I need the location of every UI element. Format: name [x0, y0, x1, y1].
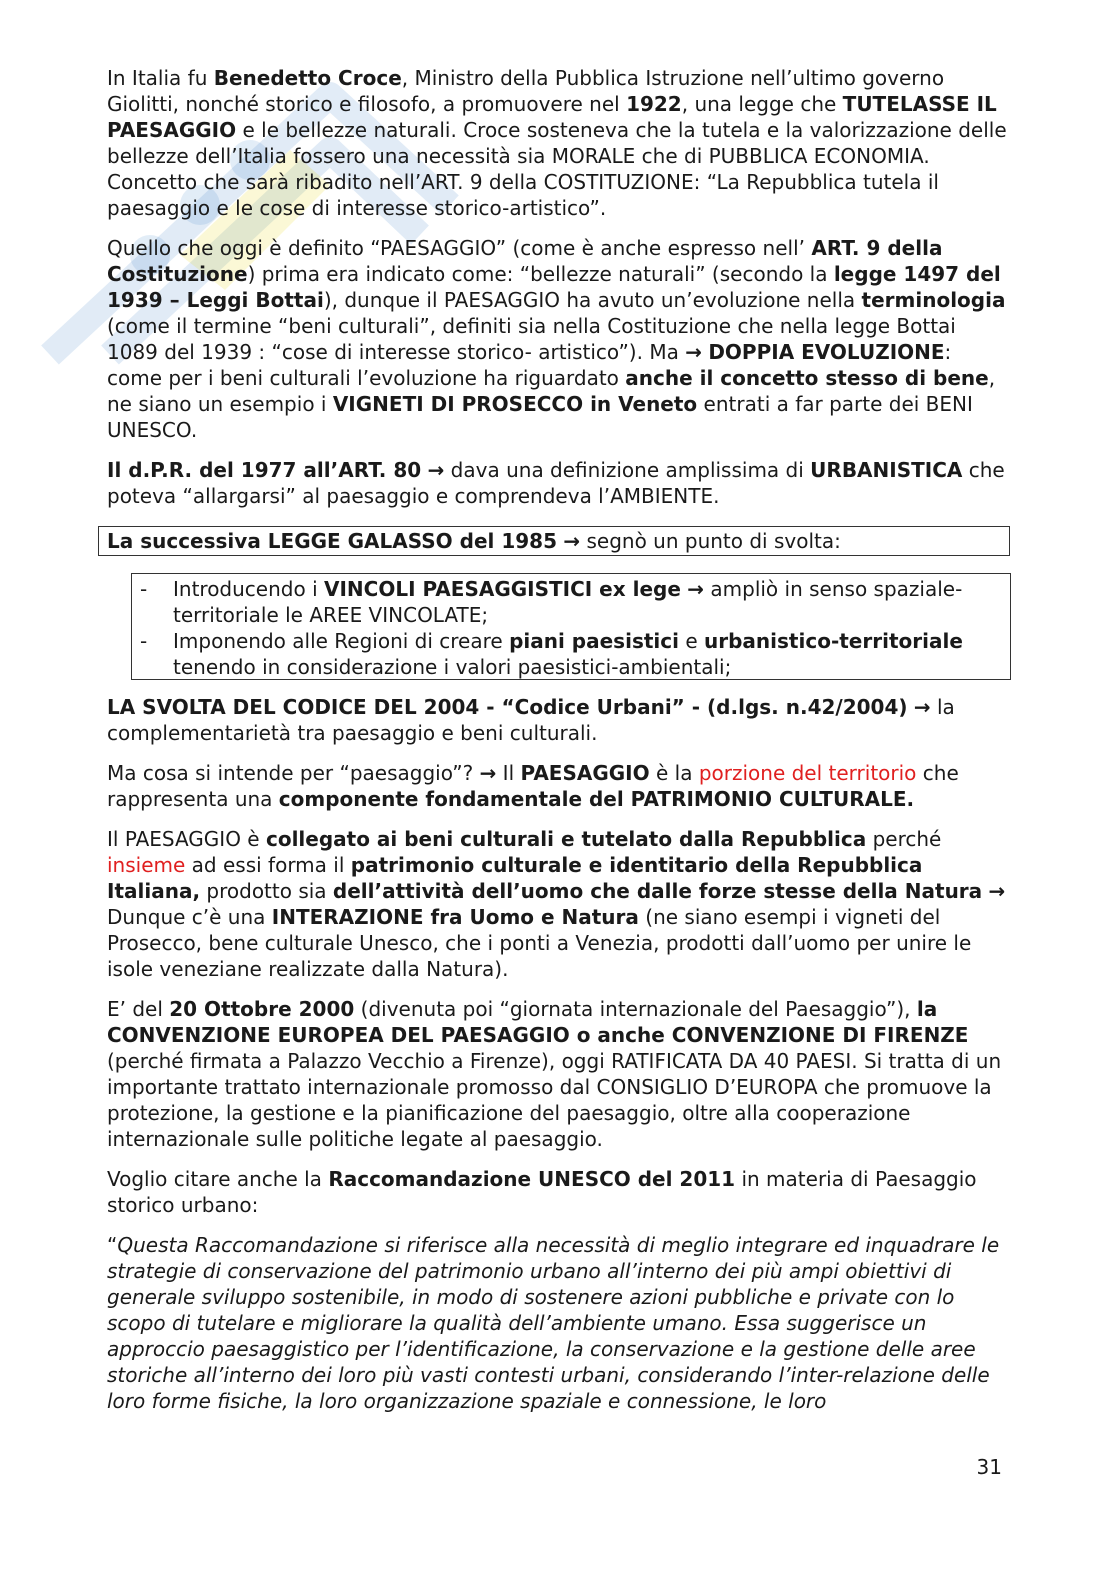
bold-text: TUTELASSE IL PAESAGGIO: [107, 92, 997, 142]
paragraph-interazione: [107, 826, 1007, 982]
paragraph-convenzione: [107, 996, 1007, 1152]
text: è la: [649, 761, 699, 785]
highlighted-text: insieme: [107, 853, 186, 877]
text: che poteva “allargarsi” al paesaggio e comprendeva l’AMBIENTE.: [107, 458, 1005, 508]
quote-unesco: [107, 1232, 1007, 1414]
text: e: [678, 629, 705, 653]
page-number: 31: [976, 1455, 1002, 1479]
list-item: [138, 628, 1004, 680]
paragraph-paesaggio-definition: [107, 235, 1007, 443]
text: e le bellezze naturali. Croce sosteneva che la tutela e la valorizzazione delle bellezze dell’Italia fossero una necessità sia MORALE che di PUBBLICA ECONOMIA. Concetto che sarà ribadito nell’ART. 9 della COSTITUZIONE: “La Repubblica tutela il paesaggio e le cose di interesse storico-artistico”.: [107, 118, 1007, 220]
bold-text: urbanistico-territoriale: [704, 629, 963, 653]
text: ) prima era indicato come: “bellezze naturali” (secondo la: [247, 262, 834, 286]
bold-text: anche il concetto stesso di bene: [625, 366, 989, 390]
bold-text: VIGNETI DI PROSECCO in Veneto: [332, 392, 698, 416]
text: (divenuta poi “giornata internazionale del Paesaggio”),: [354, 997, 917, 1021]
bold-text: terminologia: [861, 288, 1006, 312]
bold-text: componente fondamentale del PATRIMONIO CULTURALE.: [278, 787, 915, 811]
dash-bullet: -: [140, 577, 148, 601]
dash-bullet: -: [140, 629, 148, 653]
legge-galasso-box: [98, 526, 1010, 556]
bold-text: piani paesistici: [509, 629, 679, 653]
text: (perché firmata a Palazzo Vecchio a Firenze), oggi RATIFICATA DA 40 PAESI. Si tratta di un importante trattato internazionale promosso dal CONSIGLIO D’EUROPA che promuove la protezione, la gestione e la pianificazione del paesaggio, oltre alla cooperazione internazionale sulle politiche legate al paesaggio.: [107, 1049, 1002, 1151]
text: (come il termine “beni culturali”, definiti sia nella Costituzione che nella legge Bottai 1089 del 1939 : “cose di interesse storico- artistico”). Ma: [107, 314, 956, 364]
text: perché: [866, 827, 942, 851]
text: Il: [496, 761, 521, 785]
legge-galasso-list-box: [131, 573, 1011, 680]
bold-text: La successiva LEGGE GALASSO del 1985: [107, 529, 557, 553]
text: Ma cosa si intende per “paesaggio”?: [107, 761, 480, 785]
paragraph-codice-2004: [107, 694, 1007, 746]
highlighted-text: porzione del territorio: [698, 761, 917, 785]
text: prodotto sia: [200, 879, 333, 903]
bold-text: legge 1497 del 1939 – Leggi Bottai: [107, 262, 1001, 312]
text: la complementarietà tra paesaggio e beni culturali.: [107, 695, 955, 745]
bold-text: PAESAGGIO: [520, 761, 650, 785]
list-item: [138, 576, 1004, 628]
main-content-continued: [107, 694, 1007, 1428]
paragraph-unesco: [107, 1166, 1007, 1218]
text: , ne siano un esempio i: [107, 366, 996, 416]
text: , Ministro della Pubblica Istruzione nell’ultimo governo Giolitti, nonché storico e filosofo, a promuovere nel: [107, 66, 945, 116]
bold-text: URBANISTICA: [810, 458, 963, 482]
text: dava una definizione amplissima di: [444, 458, 811, 482]
text: tenendo in considerazione i valori paesistici-ambientali;: [173, 655, 732, 679]
text: , una legge che: [681, 92, 843, 116]
arrow-right-icon: →: [563, 529, 581, 553]
bold-text: la CONVENZIONE EUROPEA DEL PAESAGGIO o anche CONVENZIONE DI FIRENZE: [107, 997, 969, 1047]
arrow-right-icon: →: [427, 458, 445, 482]
bold-text: patrimonio culturale e identitario della Repubblica Italiana,: [107, 853, 923, 903]
text: ampliò in senso spaziale-territoriale le AREE VINCOLATE;: [173, 577, 963, 627]
text: E’ del: [107, 997, 170, 1021]
bold-text: INTERAZIONE fra Uomo e Natura: [271, 905, 639, 929]
text: ad essi forma il: [185, 853, 351, 877]
text: Il PAESAGGIO è: [107, 827, 266, 851]
text: Voglio citare anche la: [107, 1167, 329, 1191]
arrow-right-icon: →: [479, 761, 497, 785]
text: : come per i beni culturali l’evoluzione ha riguardato: [107, 340, 952, 390]
text: In Italia fu: [107, 66, 214, 90]
bold-text: collegato ai beni culturali e tutelato dalla Repubblica: [265, 827, 867, 851]
bold-text: Il d.P.R. del 1977 all’ART. 80: [107, 458, 422, 482]
arrow-right-icon: →: [988, 879, 1006, 903]
text: ), dunque il PAESAGGIO ha avuto un’evoluzione nella: [323, 288, 862, 312]
paragraph-croce: [107, 65, 1007, 221]
text: Dunque c’è una: [107, 905, 272, 929]
bold-text: dell’attività dell’uomo che dalle forze stesse della Natura: [332, 879, 983, 903]
arrow-right-icon: →: [913, 695, 931, 719]
arrow-right-icon: →: [685, 340, 702, 364]
bold-text: Benedetto Croce: [213, 66, 402, 90]
main-content: [107, 65, 1007, 523]
quote-text: Questa Raccomandazione si riferisce alla necessità di meglio integrare ed inquadrare le strategie di conservazione del patrimonio urbano all’interno dei più ampi obiettivi di generale sviluppo sostenibile, in modo di sostenere azioni pubbliche e private con lo scopo di tutelare e migliorare la qualità dell’ambiente umano. Essa suggerisce un approccio paesaggistico per l’identificazione, la conservazione e la gestione delle aree storiche all’interno dei loro più vasti contesti urbani, considerando l’inter-relazione delle loro forme fisiche, la loro organizzazione spaziale e connessione, le loro: [107, 1233, 1000, 1413]
paragraph-cosa-paesaggio: [107, 760, 1007, 812]
text: Introducendo i: [173, 577, 324, 601]
bold-text: ART. 9 della Costituzione: [107, 236, 943, 286]
arrow-right-icon: →: [687, 577, 705, 601]
text: in materia di Paesaggio storico urbano:: [107, 1167, 977, 1217]
quote-mark: “: [107, 1233, 118, 1257]
text: Imponendo alle Regioni di creare: [173, 629, 510, 653]
bold-text: Raccomandazione UNESCO del 2011: [328, 1167, 736, 1191]
text: che rappresenta una: [107, 761, 959, 811]
text: (ne siano esempi i vigneti del Prosecco, bene culturale Unesco, che i ponti a Venezia, prodotti dall’uomo per unire le isole veneziane realizzate dalla Natura).: [107, 905, 972, 981]
text: Quello che oggi è definito “PAESAGGIO” (come è anche espresso nell’: [107, 236, 812, 260]
bold-text: DOPPIA EVOLUZIONE: [708, 340, 945, 364]
bold-text: 20 Ottobre 2000: [169, 997, 355, 1021]
text: entrati a far parte dei BENI UNESCO.: [107, 392, 973, 442]
bold-text: VINCOLI PAESAGGISTICI ex lege: [324, 577, 681, 601]
bold-text: LA SVOLTA DEL CODICE DEL 2004 - “Codice Urbani” - (d.lgs. n.42/2004): [107, 695, 908, 719]
text: segnò un punto di svolta:: [580, 529, 841, 553]
bold-text: 1922: [626, 92, 682, 116]
paragraph-dpr-1977: [107, 457, 1007, 509]
bullet-list: [138, 576, 1004, 680]
